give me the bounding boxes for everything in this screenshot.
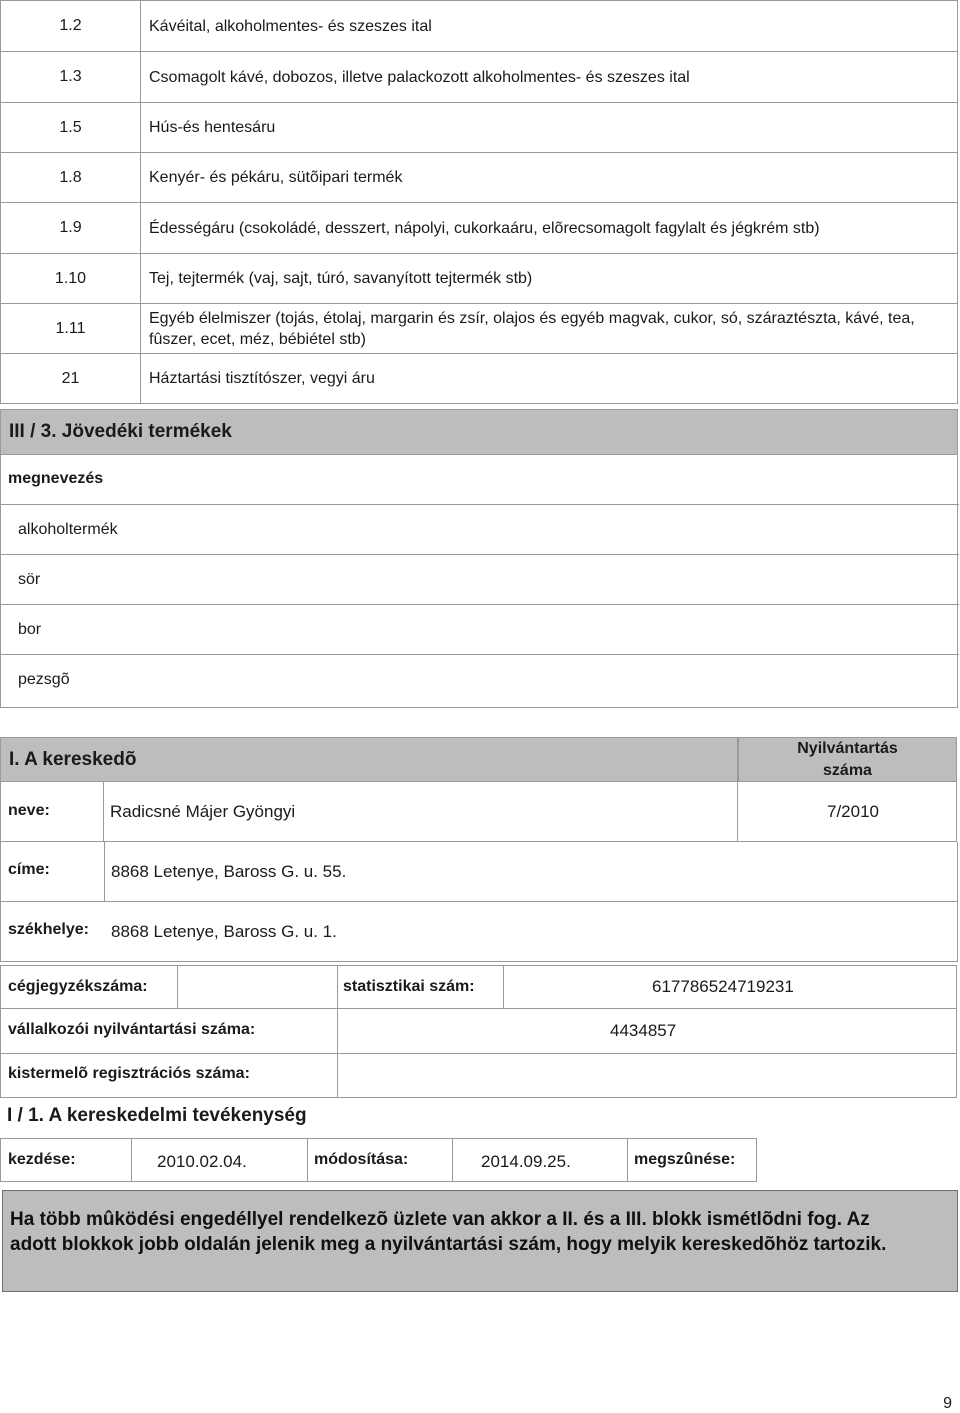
company-reg-label: cégjegyzékszáma: xyxy=(8,978,148,995)
trader-address-value: 8868 Letenye, Baross G. u. 55. xyxy=(111,862,347,881)
product-code: 21 xyxy=(1,354,141,403)
product-code: 1.10 xyxy=(1,254,141,303)
activity-modified-label-cell xyxy=(308,1138,453,1182)
product-name: Hús-és hentesáru xyxy=(149,119,276,136)
company-reg-label-cell xyxy=(0,965,178,1009)
product-code: 1.2 xyxy=(1,1,141,51)
excise-row xyxy=(1,604,959,654)
page-number: 9 xyxy=(943,1395,952,1412)
excise-section-title: III / 3. Jövedéki termékek xyxy=(9,421,232,442)
entrepreneur-label: vállalkozói nyilvántartási száma: xyxy=(8,1021,256,1038)
stat-value-cell xyxy=(504,965,957,1009)
activity-end-label: megszûnése: xyxy=(634,1151,736,1168)
registry-number-header xyxy=(738,737,957,782)
trader-section-header xyxy=(0,737,738,782)
product-name: Édességáru (csokoládé, desszert, nápolyi, cukorkaáru, elõrecsomagolt fagylalt és jégkrém stb) xyxy=(149,219,820,237)
activity-modified-value: 2014.09.25. xyxy=(481,1152,571,1171)
excise-item: pezsgõ xyxy=(18,670,70,688)
product-name: Tej, tejtermék (vaj, sajt, túró, savanyított tejtermék stb) xyxy=(149,270,533,287)
product-code: 1.11 xyxy=(1,304,141,353)
excise-section-header xyxy=(0,409,958,455)
excise-row xyxy=(1,504,959,554)
activity-section-title: I / 1. A kereskedelmi tevékenység xyxy=(7,1105,307,1126)
smallholder-label: kistermelõ regisztrációs száma: xyxy=(8,1065,250,1082)
product-name: Kávéital, alkoholmentes- és szeszes ital xyxy=(149,17,432,35)
excise-item: bor xyxy=(18,620,42,638)
activity-end-label-cell xyxy=(628,1138,757,1182)
excise-table xyxy=(0,455,958,708)
registry-number-value: 7/2010 xyxy=(827,802,879,821)
trader-name-label: neve: xyxy=(8,802,50,819)
repeat-notice xyxy=(2,1190,958,1292)
trader-seat-label: székhelye: xyxy=(8,921,89,938)
trader-name-label-cell xyxy=(0,782,104,842)
activity-modified-label: módosítása: xyxy=(314,1151,409,1168)
registry-number-header-label: Nyilvántartás száma xyxy=(797,739,898,779)
product-row xyxy=(0,103,958,153)
stat-label: statisztikai szám: xyxy=(343,978,475,995)
excise-item: alkoholtermék xyxy=(18,520,118,538)
activity-modified-value-cell xyxy=(453,1138,628,1182)
product-name: Háztartási tisztítószer, vegyi áru xyxy=(149,370,375,387)
product-row xyxy=(0,52,958,103)
trader-name-value: Radicsné Májer Gyöngyi xyxy=(110,802,296,821)
product-row xyxy=(0,0,958,52)
trader-section-title: I. A kereskedõ xyxy=(9,749,137,770)
smallholder-label-cell xyxy=(0,1054,338,1098)
trader-seat-row xyxy=(0,902,958,962)
excise-column-header: megnevezés xyxy=(8,470,104,487)
smallholder-value-cell xyxy=(338,1054,957,1098)
product-row xyxy=(0,254,958,304)
stat-label-cell xyxy=(338,965,504,1009)
entrepreneur-value: 4434857 xyxy=(610,1021,677,1040)
product-code: 1.3 xyxy=(1,52,141,102)
excise-row xyxy=(1,554,959,604)
product-name: Csomagolt kávé, dobozos, illetve palackozott alkoholmentes- és szeszes ital xyxy=(149,68,690,86)
excise-item: sör xyxy=(18,570,41,588)
product-code: 1.9 xyxy=(1,203,141,253)
trader-name-value-cell xyxy=(104,782,738,842)
product-row xyxy=(0,354,958,404)
trader-address-label: címe: xyxy=(8,861,50,878)
product-row xyxy=(0,203,958,254)
repeat-notice-text: Ha több mûködési engedéllyel rendelkezõ üzlete van akkor a II. és a III. blokk ismétlõdni fog. Az adott blokkok jobb oldalán jelenik meg a nyilvántartási szám, hogy melyik kereskedõhöz tartozik. xyxy=(10,1209,887,1255)
entrepreneur-label-cell xyxy=(0,1009,338,1054)
trader-address-row xyxy=(0,842,958,902)
product-name: Kenyér- és pékáru, sütõipari termék xyxy=(149,169,403,186)
activity-start-label-cell xyxy=(0,1138,132,1182)
activity-start-value-cell xyxy=(132,1138,308,1182)
activity-start-value: 2010.02.04. xyxy=(157,1152,247,1171)
product-code: 1.8 xyxy=(1,153,141,202)
stat-value: 617786524719231 xyxy=(652,977,794,996)
excise-row xyxy=(1,654,959,704)
company-reg-value-cell xyxy=(178,965,338,1009)
product-row xyxy=(0,304,958,354)
trader-seat-value: 8868 Letenye, Baross G. u. 1. xyxy=(111,922,337,941)
product-code: 1.5 xyxy=(1,103,141,152)
activity-start-label: kezdése: xyxy=(8,1151,76,1168)
registry-number-cell xyxy=(738,782,957,842)
entrepreneur-value-cell xyxy=(338,1009,957,1054)
product-name: Egyéb élelmiszer (tojás, étolaj, margarin és zsír, olajos és egyéb magvak, cukor, só, száraztészta, kávé, tea, fûszer, ecet, méz, bébiétel stb) xyxy=(149,309,915,348)
product-row xyxy=(0,153,958,203)
product-table xyxy=(0,0,960,404)
